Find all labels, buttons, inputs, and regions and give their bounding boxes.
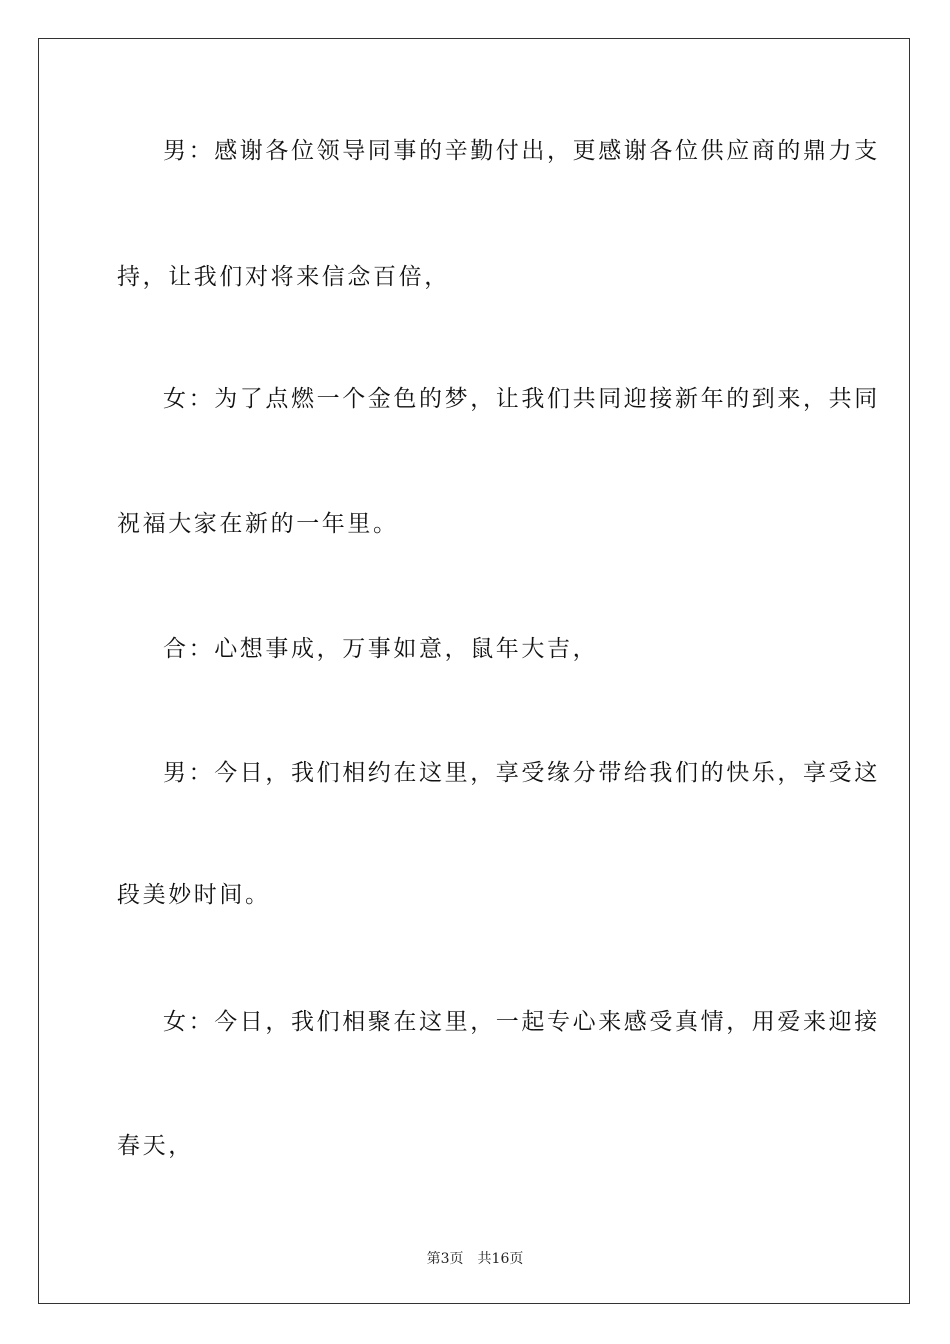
paragraph-line: 男：今日，我们相约在这里，享受缘分带给我们的快乐，享受这	[163, 760, 880, 786]
paragraph-line: 春天，	[117, 1133, 194, 1159]
page-frame	[38, 38, 910, 1304]
page-number-current: 第3页	[426, 1251, 464, 1267]
paragraph-line: 女：今日，我们相聚在这里，一起专心来感受真情，用爱来迎接	[163, 1009, 880, 1035]
page-footer	[0, 1248, 950, 1268]
paragraph-line: 祝福大家在新的一年里。	[117, 511, 399, 537]
paragraph-line: 女：为了点燃一个金色的梦，让我们共同迎接新年的到来，共同	[163, 386, 880, 412]
page-number-total: 共16页	[477, 1251, 524, 1267]
paragraph-line: 持，让我们对将来信念百倍，	[117, 264, 450, 290]
paragraph-line: 段美妙时间。	[117, 882, 271, 908]
paragraph-line: 合：心想事成，万事如意，鼠年大吉，	[163, 636, 599, 662]
paragraph-line: 男：感谢各位领导同事的辛勤付出，更感谢各位供应商的鼎力支	[163, 138, 880, 164]
